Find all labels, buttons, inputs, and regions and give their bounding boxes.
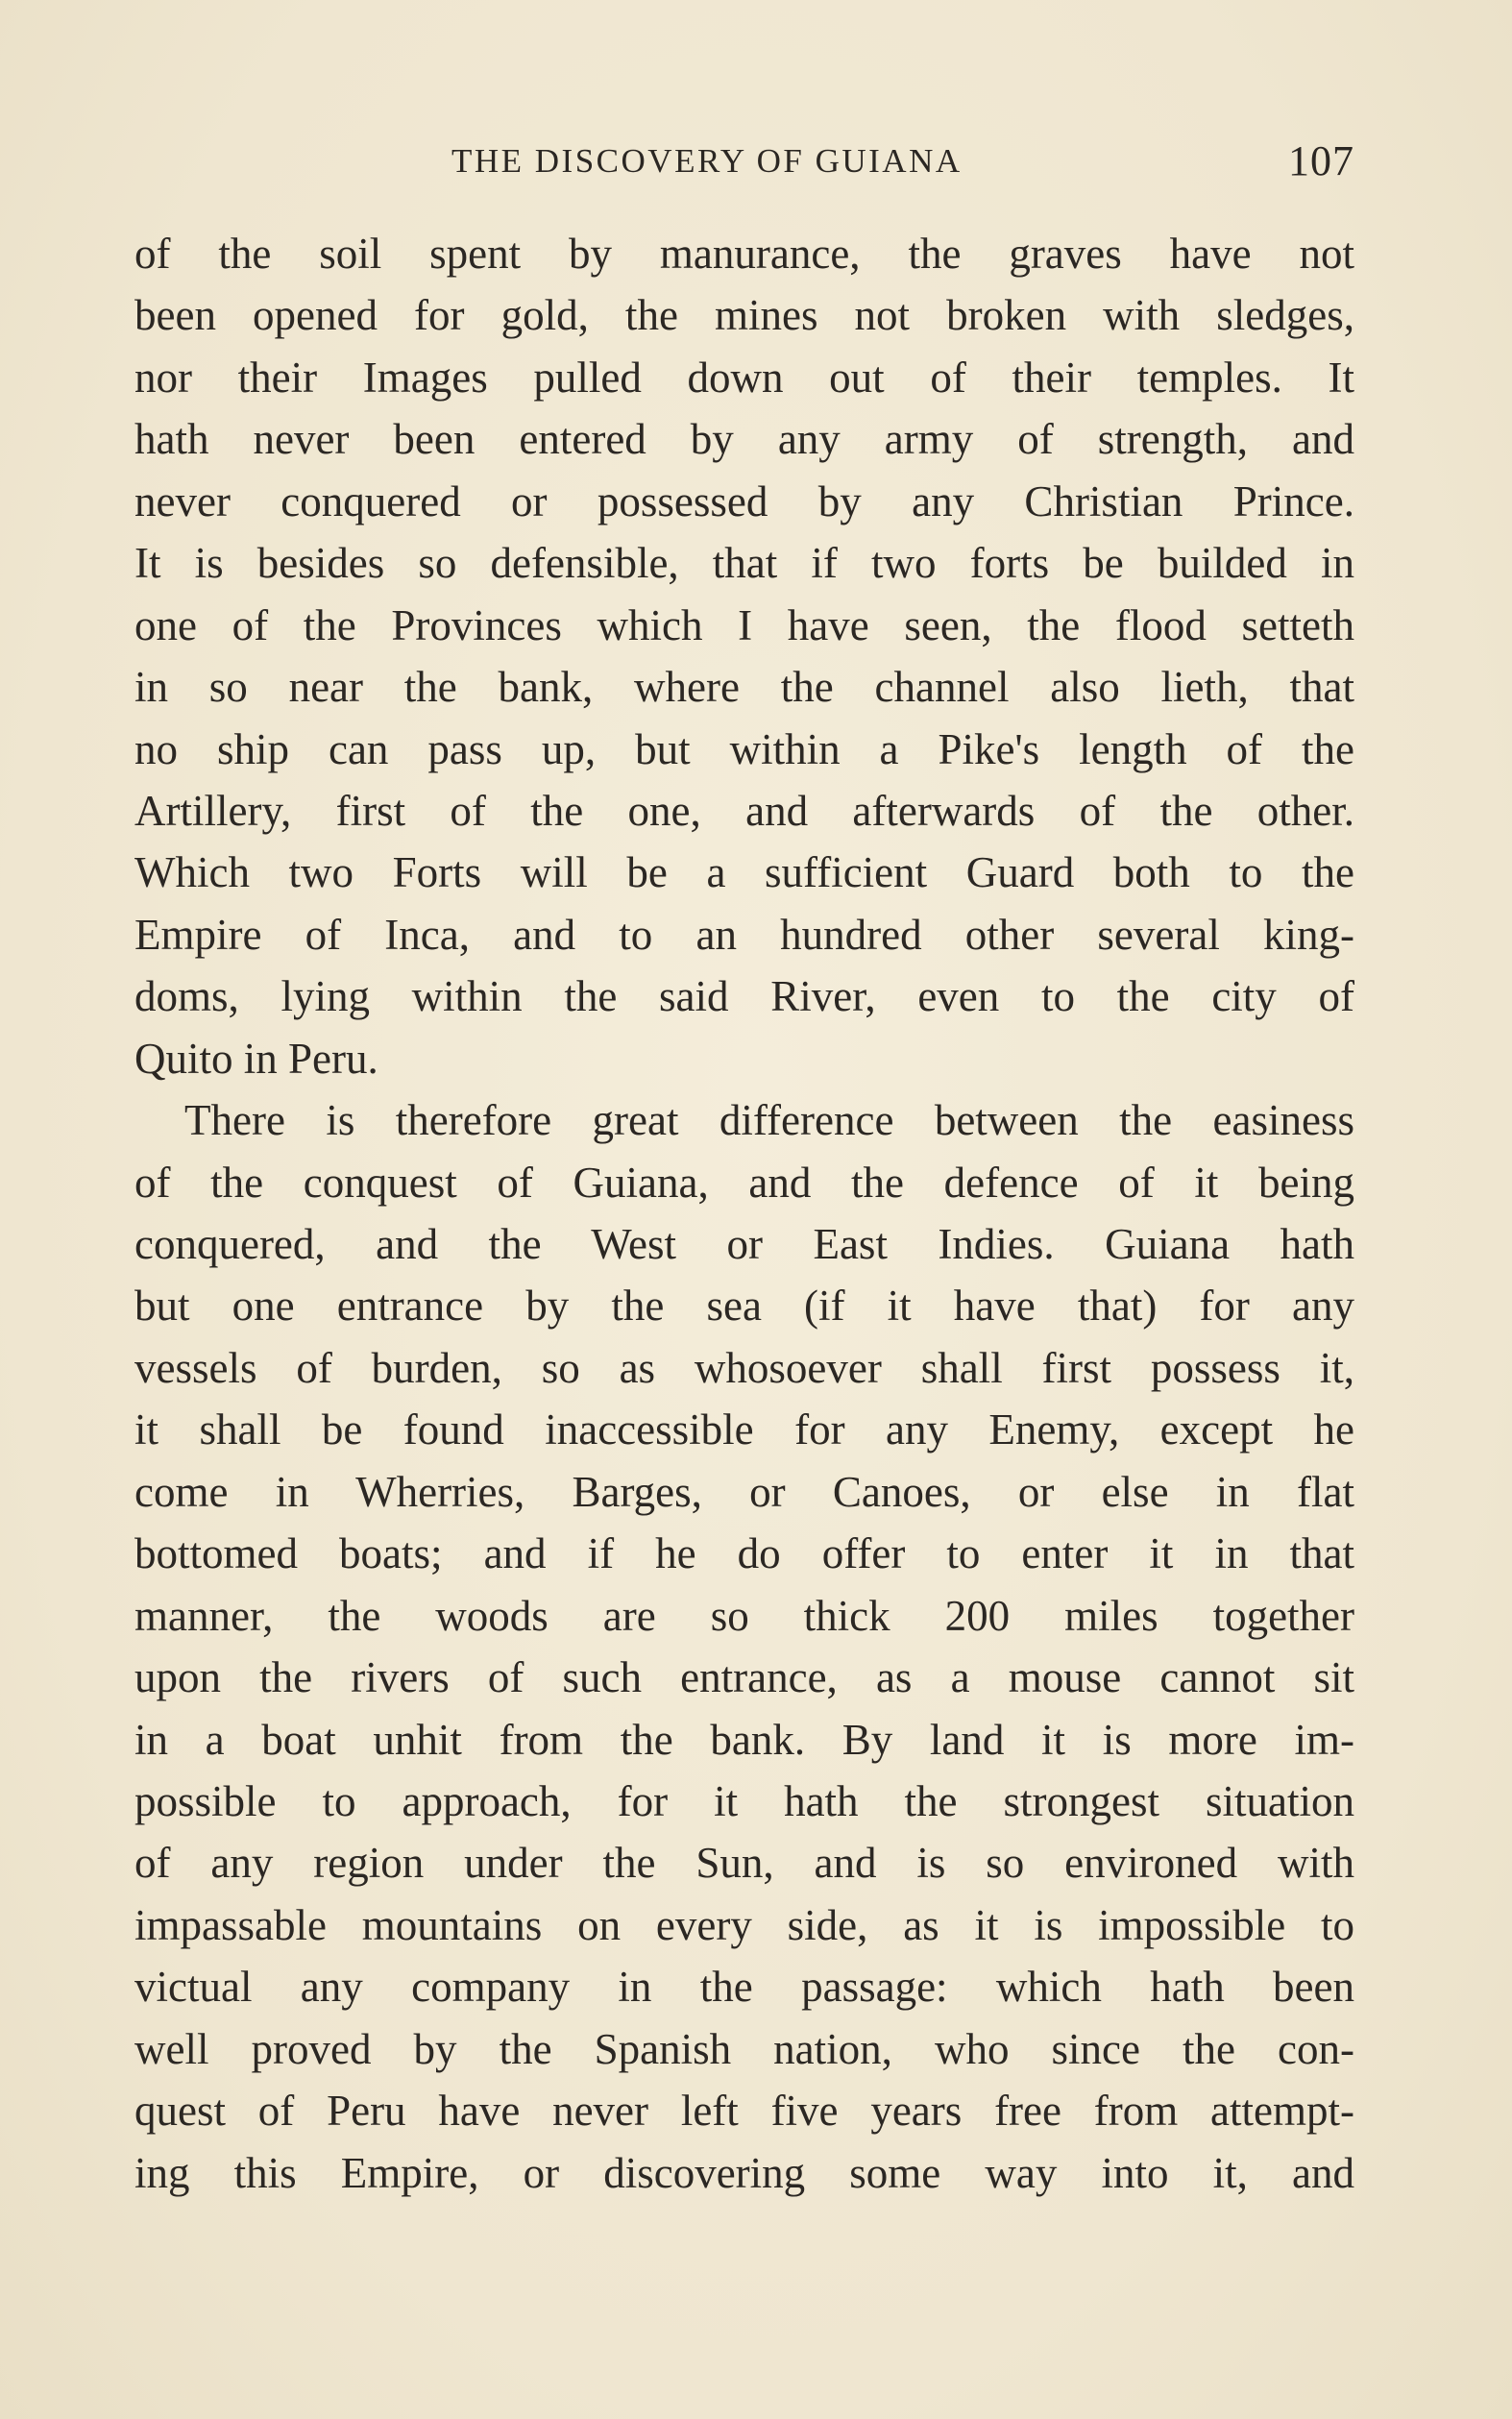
text-line: of any region under the Sun, and is so environed with [134, 1839, 1354, 1888]
text-line: of the conquest of Guiana, and the defence of it being [134, 1158, 1354, 1207]
text-line: conquered, and the West or East Indies. Guiana hath [134, 1220, 1354, 1268]
text-line: Which two Forts will be a sufficient Guard both to the [134, 848, 1354, 897]
text-line: it shall be found inaccessible for any Enemy, except he [134, 1405, 1354, 1454]
text-line: upon the rivers of such entrance, as a mouse cannot sit [134, 1653, 1354, 1702]
text-line: Empire of Inca, and to an hundred other several king- [134, 910, 1354, 959]
text-line: Artillery, first of the one, and afterwards of the other. [134, 786, 1354, 835]
text-line: impassable mountains on every side, as it is impossible to [134, 1900, 1354, 1949]
text-line: victual any company in the passage: which hath been [134, 1963, 1354, 2012]
body-text [134, 223, 1354, 2204]
text-line: nor their Images pulled down out of their temples. It [134, 353, 1354, 402]
text-line: well proved by the Spanish nation, who since the con- [134, 2024, 1354, 2073]
text-line: quest of Peru have never left five years free from attempt- [134, 2087, 1354, 2136]
text-line: It is besides so defensible, that if two forts be builded in [134, 539, 1354, 588]
text-line: manner, the woods are so thick 200 miles together [134, 1591, 1354, 1640]
text-line: possible to approach, for it hath the strongest situation [134, 1776, 1354, 1825]
text-line: come in Wherries, Barges, or Canoes, or else in flat [134, 1467, 1354, 1516]
paragraph-end-line: Quito in Peru. [134, 1034, 378, 1083]
text-line: of the soil spent by manurance, the graves have not [134, 230, 1354, 278]
text-line: hath never been entered by any army of strength, and [134, 415, 1354, 464]
text-line: vessels of burden, so as whosoever shall first possess it, [134, 1343, 1354, 1392]
text-line: doms, lying within the said River, even to the city of [134, 972, 1354, 1021]
running-title: THE DISCOVERY OF GUIANA [451, 142, 963, 180]
text-line: in a boat unhit from the bank. By land it is more im- [134, 1715, 1354, 1764]
text-line: in so near the bank, where the channel also lieth, that [134, 663, 1354, 712]
text-line: but one entrance by the sea (if it have that) for any [134, 1282, 1354, 1331]
page-number: 107 [1288, 137, 1354, 184]
running-head [134, 133, 1354, 190]
text-line: ing this Empire, or discovering some way into it, and [134, 2148, 1354, 2197]
text-line: no ship can pass up, but within a Pike's length of the [134, 724, 1354, 773]
text-line: been opened for gold, the mines not broken with sledges, [134, 291, 1354, 340]
paragraph-start-line: There is therefore great difference between the easiness [184, 1096, 1354, 1145]
text-line: bottomed boats; and if he do offer to enter it in that [134, 1529, 1354, 1578]
text-line: never conquered or possessed by any Christian Prince. [134, 476, 1354, 525]
text-line: one of the Provinces which I have seen, the flood setteth [134, 600, 1354, 649]
